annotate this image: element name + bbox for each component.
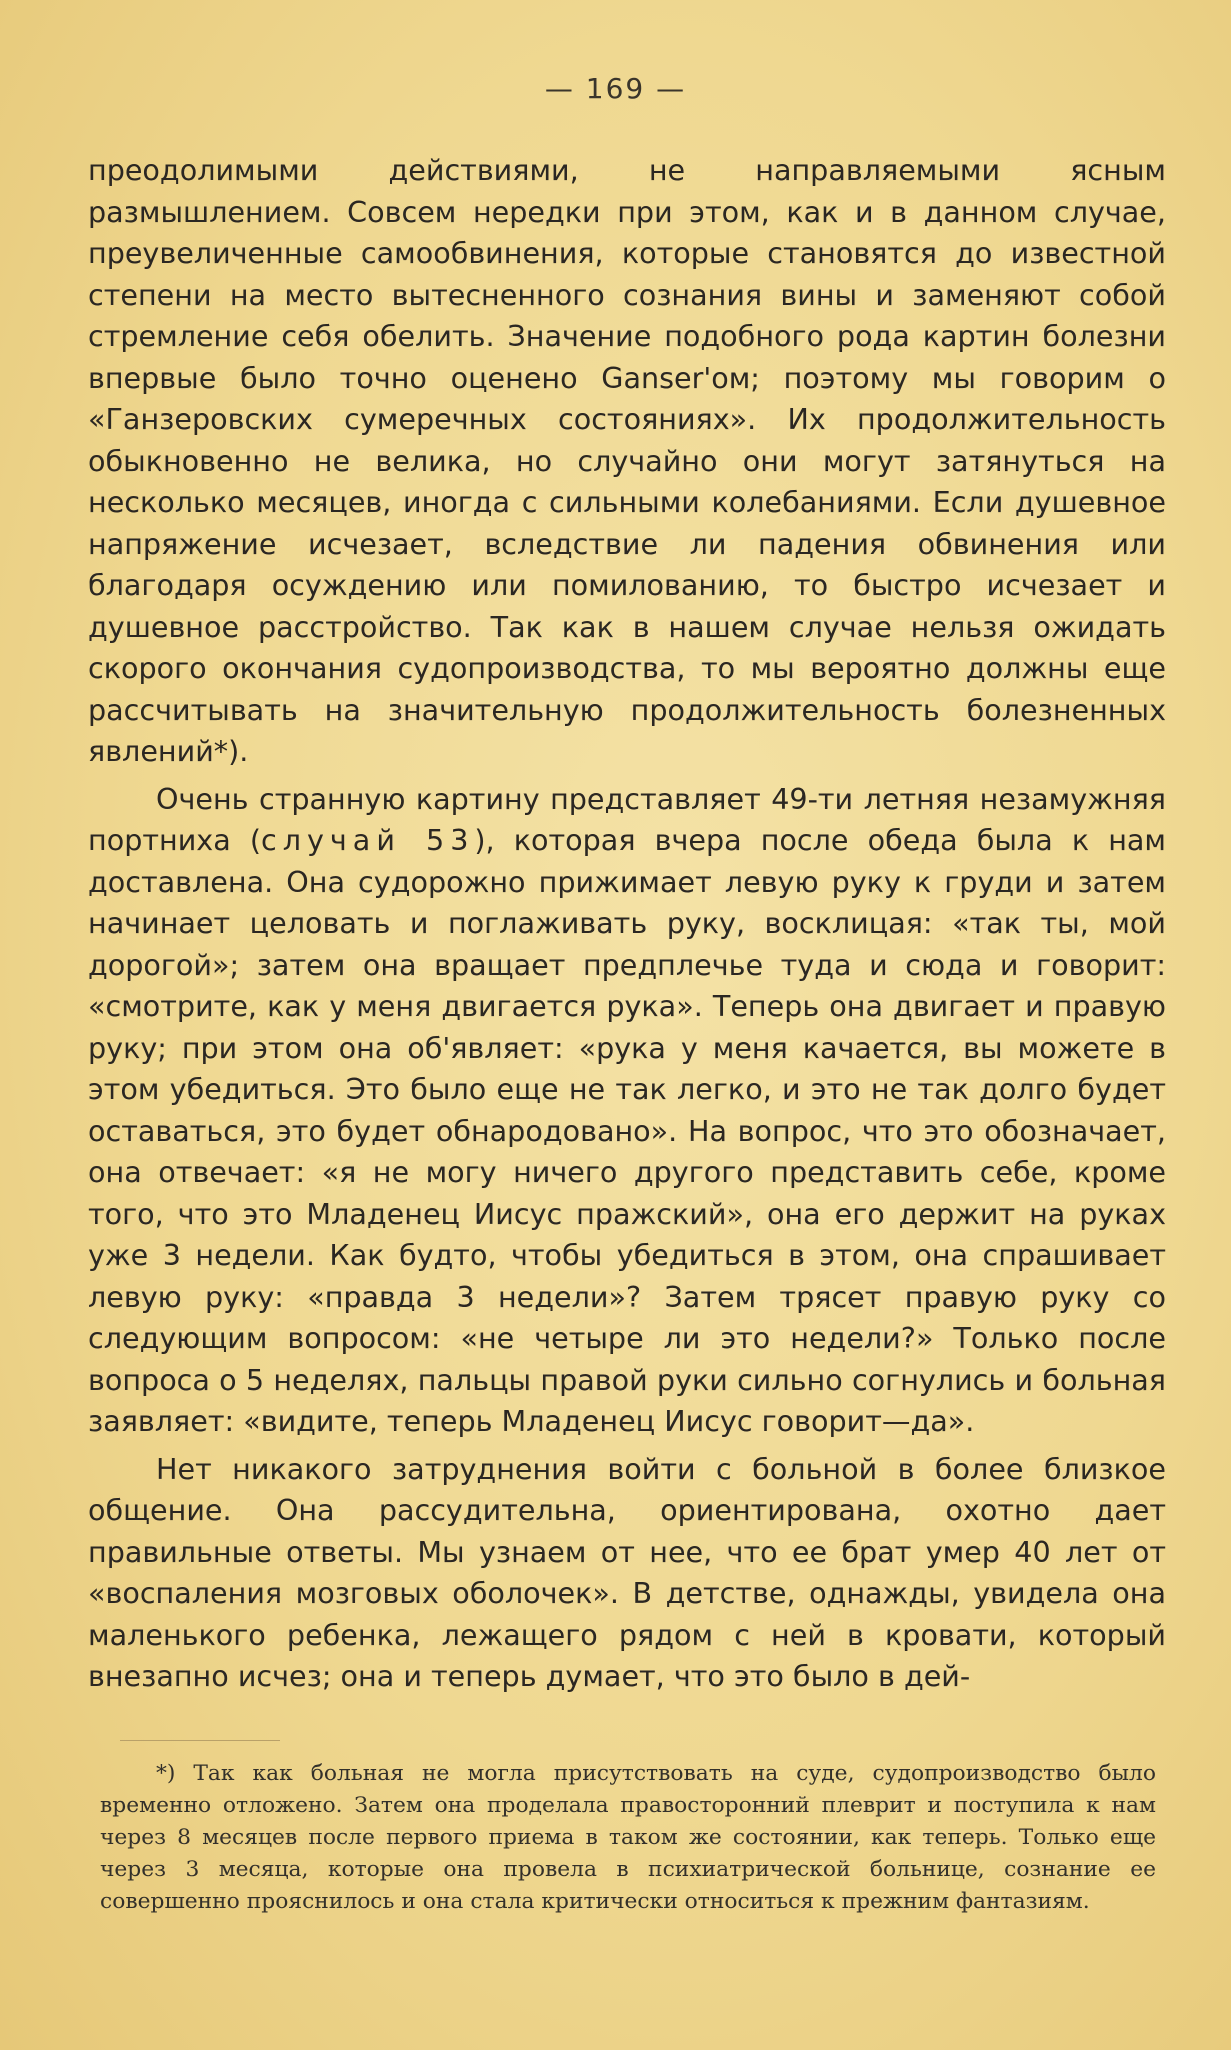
footnote [100, 1758, 1156, 1918]
footnote-divider [120, 1740, 280, 1741]
footnote-text: *) Так как больная не могла присутствовать на суде, судопроизводство было временно отложено. Затем она проделала правосторонний плеврит и поступила к нам через 8 месяцев после первого приема в таком же состоянии, как теперь. Только еще через 3 месяца, которые она провела в психиатрической больнице, сознание ее совершенно прояснилось и она стала критически относиться к прежним фантазиям. [100, 1761, 1156, 1914]
paragraph-3: Нет никакого затруднения войти с больной в более близкое общение. Она рассудительна, ориентирована, охотно дает правильные ответы. Мы узнаем от нее, что ее брат умер 40 лет от «воспаления мозговых оболочек». В детстве, однажды, увидела она маленького ребенка, лежащего рядом с ней в кровати, который внезапно исчез; она и теперь думает, что это было в дей- [88, 1451, 1166, 1693]
paragraph-2 [88, 779, 1166, 1443]
paragraph-2-text-before: Очень странную картину представляет 49-ти летняя незамужняя портниха ( [88, 781, 1166, 857]
page-number: — 169 — [544, 72, 687, 105]
paragraph-2-text-after: ), которая вчера после обеда была к нам доставлена. Она судорожно прижимает левую руку к груди и затем начинает целовать и поглаживать руку, восклицая: «так ты, мой дорогой»; затем она вращает предплечье туда и сюда и говорит: «смотрите, как у меня двигается рука». Теперь она двигает и правую руку; при этом она об'являет: «рука у меня качается, вы можете в этом убедиться. Это было еще не так легко, и это не так долго будет оставаться, это будет обнародовано». На вопрос, что это обозначает, она отвечает: «я не могу ничего другого представить себе, кроме того, что это Младенец Иисус пражский», она его держит на руках уже 3 недели. Как будто, чтобы убедиться в этом, она спрашивает левую руку: «правда 3 недели»? Затем трясет правую руку со следующим вопросом: «не четыре ли это недели?» Только после вопроса о 5 неделях, пальцы правой руки сильно согнулись и больная заявляет: «видите, теперь Младенец Иисус говорит—да». [88, 823, 1166, 1438]
case-label: случай 53 [260, 823, 475, 857]
main-text [88, 150, 1166, 1698]
paragraph-1: преодолимыми действиями, не направляемыми ясным размышлением. Совсем нередки при этом, как и в данном случае, преувеличенные самообвинения, которые становятся до известной степени на место вытесненного сознания вины и заменяют собой стремление себя обелить. Значение подобного рода картин болезни впервые было точно оценено Ganser'ом; поэтому мы говорим о «Ганзеровских сумеречных состояниях». Их продолжительность обыкновенно не велика, но случайно они могут затянуться на несколько месяцев, иногда с сильными колебаниями. Если душевное напряжение исчезает, вследствие ли падения обвинения или благодаря осуждению или помилованию, то быстро исчезает и душевное расстройство. Так как в нашем случае нельзя ожидать скорого окончания судопроизводства, то мы вероятно должны еще рассчитывать на значительную продолжительность болезненных явлений*). [88, 153, 1166, 768]
